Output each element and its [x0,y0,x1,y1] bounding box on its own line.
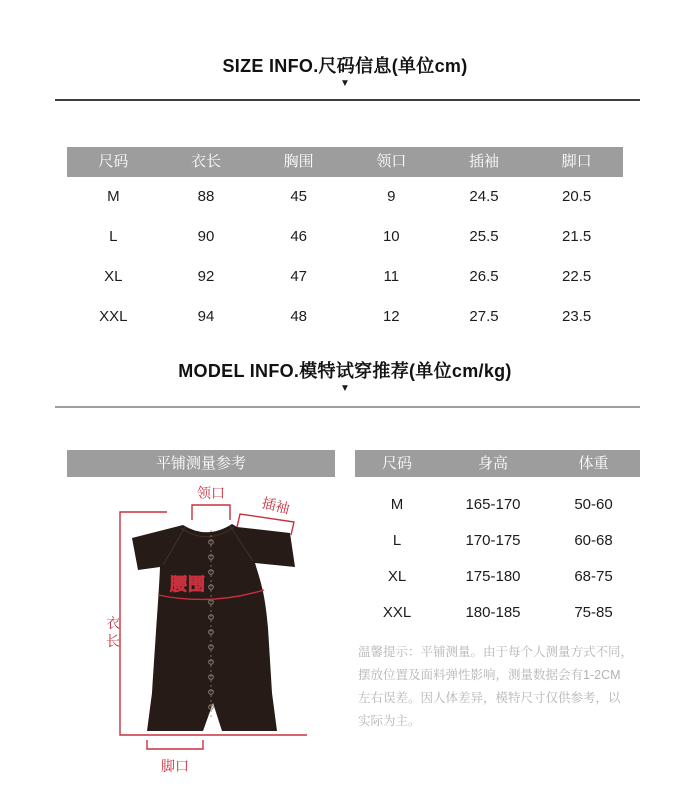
cell: 25.5 [469,228,499,245]
col-header-sleeve: 插袖 [468,153,499,170]
model-info-title: MODEL INFO.模特试穿推荐(单位cm/kg) [178,361,512,381]
cell: XL [387,568,407,585]
note-line: 实际为主。 [358,714,421,728]
table-row [67,257,623,297]
cell: 46 [290,228,307,245]
cell: 94 [197,308,215,325]
leg-label: 脚口 [161,758,189,774]
divider-line [55,406,640,408]
table-row [355,595,640,631]
cell: 50-60 [574,496,613,513]
cell: 10 [382,228,400,245]
cell: XL [104,268,123,285]
cell: 175-180 [465,568,521,585]
note-line: 摆放位置及面料弹性影响，测量数据会有1-2CM [358,668,621,682]
col-header-leg: 脚口 [561,153,592,170]
cell: 180-185 [465,604,521,621]
size-table-header-row [67,147,623,177]
length-label-char2: 长 [106,633,120,649]
measure-tips-note [358,641,646,733]
cell: XXL [99,308,128,325]
col-header-height: 身高 [477,455,508,472]
garment-measure-diagram [67,478,347,800]
cell: 60-68 [574,532,613,549]
table-row [355,559,640,595]
col-header-weight: 体重 [578,455,609,472]
collar-bracket [192,505,230,520]
sleeve-label: 插袖 [260,494,292,517]
collar-label: 领口 [197,485,225,501]
cell: 27.5 [469,308,499,325]
cell: 20.5 [562,188,592,205]
cell: 48 [290,308,307,325]
cell: L [392,532,402,549]
cell: 12 [382,308,400,325]
cell: 68-75 [574,568,613,585]
cell: 75-85 [574,604,613,621]
cell: 170-175 [465,532,521,549]
flat-measure-header: 平铺测量参考 [67,450,335,477]
model-table [355,487,640,631]
down-arrow-icon: ▼ [340,78,350,89]
note-line: 温馨提示：平铺测量。由于每个人测量方式不同， [358,645,634,659]
col-header-length: 衣长 [190,153,221,170]
cell: 26.5 [469,268,499,285]
cell: 22.5 [562,268,592,285]
table-row [67,297,623,337]
table-row [67,217,623,257]
cell: 88 [197,188,215,205]
cell: 165-170 [465,496,521,513]
table-row [355,487,640,523]
table-row [355,523,640,559]
col-header-size: 尺码 [98,153,129,170]
cell: XXL [382,604,412,621]
cell: 92 [197,268,215,285]
down-arrow-icon: ▼ [340,383,350,394]
cell: 9 [387,188,396,205]
leg-bracket [147,740,203,749]
cell: 24.5 [469,188,499,205]
cell: 47 [290,268,307,285]
size-info-title: SIZE INFO.尺码信息(单位cm) [222,56,468,76]
romper-silhouette [132,524,295,731]
size-table [67,147,623,337]
divider-line [55,99,640,101]
cell: 11 [383,268,400,285]
col-header-collar: 领口 [376,153,407,170]
cell: M [107,188,120,205]
cell: 45 [290,188,307,205]
cell: M [390,496,404,513]
table-row [67,177,623,217]
cell: L [109,228,118,245]
length-label-char1: 衣 [106,615,120,631]
col-header-size: 尺码 [381,455,412,472]
col-header-chest: 胸围 [283,153,314,170]
waist-label: 腰围 [170,575,206,594]
cell: 23.5 [562,308,592,325]
cell: 90 [197,228,215,245]
model-table-header-row [355,450,640,477]
note-line: 左右误差。因人体差异，模特尺寸仅供参考，以 [358,691,621,705]
cell: 21.5 [562,228,592,245]
